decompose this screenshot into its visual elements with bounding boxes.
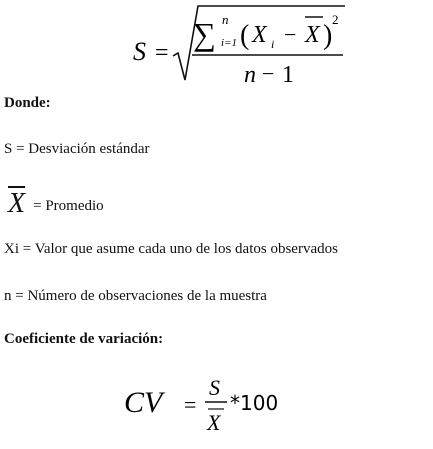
xbar-symbol: $\overline{X}$	[8, 188, 26, 219]
std-deviation-formula	[0, 0, 433, 95]
denominator-n: n	[244, 62, 256, 88]
formula-lhs-s: S	[133, 37, 146, 66]
definition-s: S = Desviación estándar	[4, 141, 150, 157]
cv-label: Coeficiente de variación:	[4, 331, 164, 347]
denominator-one: 1	[282, 62, 294, 88]
x-mean: X	[305, 22, 320, 48]
formula-equals: =	[155, 40, 169, 66]
definition-xbar	[8, 188, 104, 220]
summation-symbol: ∑	[193, 16, 216, 52]
sum-upper-limit: n	[222, 12, 229, 27]
definition-n: n = Número de observaciones de la muestra	[4, 288, 267, 304]
x-variable: X	[252, 22, 267, 48]
cv-formula	[0, 360, 433, 449]
minus-sign: −	[284, 22, 297, 47]
cv-lhs: CV	[124, 386, 163, 419]
x-subscript-i: i	[271, 37, 275, 51]
left-paren: (	[240, 20, 250, 51]
donde-label: Donde:	[4, 95, 51, 111]
sum-lower-limit: i=1	[221, 37, 237, 49]
right-paren: )	[323, 20, 333, 51]
cv-denominator-xbar: X	[207, 410, 221, 435]
denominator-minus: −	[262, 61, 275, 86]
cv-times-100: *100	[230, 391, 279, 415]
cv-numerator-s: S	[209, 375, 220, 400]
exponent-two: 2	[332, 12, 339, 27]
xbar-definition-text: = Promedio	[33, 198, 104, 214]
definition-xi: Xi = Valor que asume cada uno de los datos observados	[4, 241, 338, 257]
cv-equals: =	[184, 392, 197, 417]
